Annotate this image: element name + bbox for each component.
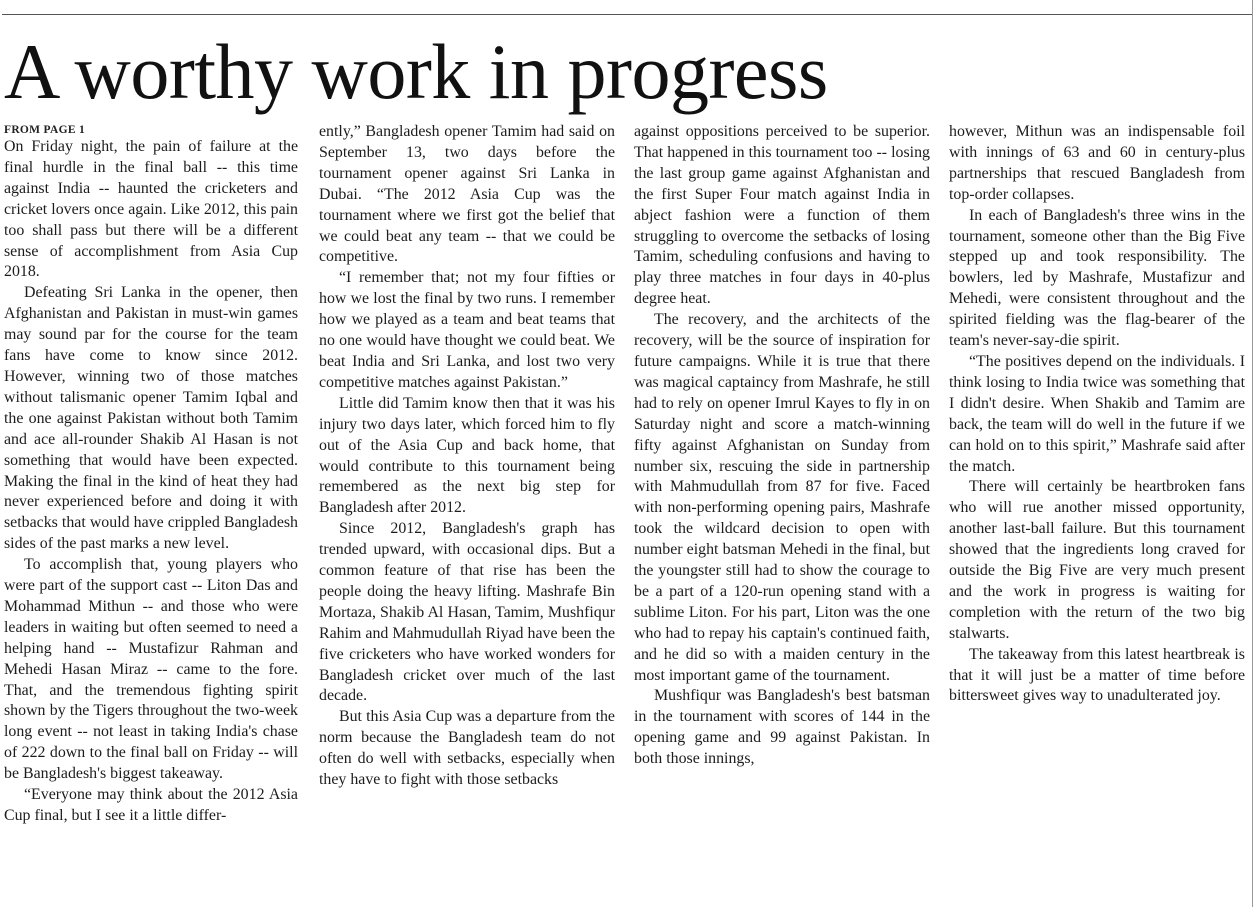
paragraph: Little did Tamim know then that it was his injury two days later, which forced him to fly out of the Asia Cup and back home, that would contribute to this tournament being remembered as the next big step for Bangladesh after 2012. bbox=[319, 394, 615, 517]
paragraph: On Friday night, the pain of failure at the final hurdle in the final ball -- this time against India -- haunted the cricketers and cricket lovers once again. Like 2012, this pain too shall pass but there will be a different sense of accomplishment from Asia Cup 2018. bbox=[4, 138, 298, 281]
paragraph: But this Asia Cup was a departure from the norm because the Bangladesh team do not often do well with setbacks, especially when they have to fight with those setbacks bbox=[319, 708, 615, 789]
paragraph: Defeating Sri Lanka in the opener, then Afghanistan and Pakistan in must-win games may sound par for the course for the team fans have come to know since 2012. However, winning two of those matches without talismanic opener Tamim Iqbal and the one against Pakistan without both Tamim and ace all-rounder Shakib Al Hasan is not something that would have been expected. Making the final in the kind of heat they had never experienced before and doing it with setbacks that would have crippled Bangladesh sides of the past marks a new level. bbox=[4, 284, 298, 553]
paragraph: ently,” Bangladesh opener Tamim had said on September 13, two days before the tournament opener against Sri Lanka in Dubai. “The 2012 Asia Cup was the tournament where we first got the belief that we could beat any team -- that we could be competitive. bbox=[319, 123, 615, 266]
paragraph: The recovery, and the architects of the recovery, will be the source of inspiration for future campaigns. While it is true that there was magical captaincy from Mashrafe, he still had to rely on opener Imrul Kayes to fly in on Saturday night and score a match-winning fifty against Afghanistan on Sunday from number six, rescuing the side in partnership with Mahmudullah from 87 for five. Faced with non-performing opening pairs, Mashrafe took the wildcard decision to open with number eight batsman Mehedi in the final, but the youngster still had to show the courage to be a part of a 120-run opening stand with a sublime Liton. For his part, Liton was the one who had to repay his captain's continued faith, and he did so with a maiden century in the most important game of the tournament. bbox=[634, 311, 930, 684]
paragraph: “I remember that; not my four fifties or how we lost the final by two runs. I remember how we played as a team and beat teams that no one would have thought we could beat. We beat India and Sri Lanka, and lost two very competitive matches against Pakistan.” bbox=[319, 269, 615, 391]
article-column-1 bbox=[4, 122, 298, 902]
paragraph: “The positives depend on the individuals. I think losing to India twice was something that I didn't desire. When Shakib and Tamim are back, the team will do well in the future if we can hold on to this spirit,” Mashrafe said after the match. bbox=[949, 352, 1245, 475]
paragraph: To accomplish that, young players who were part of the support cast -- Liton Das and Mohammad Mithun -- and those who were leaders in waiting but often seemed to need a helping hand -- Mustafizur Rahman and Mehedi Hasan Miraz -- came to the fore. That, and the tremendous fighting spirit shown by the Tigers throughout the two-week long event -- not least in taking India's chase of 222 down to the final ball on Friday -- will be Bangladesh's biggest takeaway. bbox=[4, 556, 298, 783]
top-rule bbox=[2, 14, 1252, 15]
paragraph: There will certainly be heartbroken fans who will rue another missed opportunity, another last-ball failure. But this tournament showed that the ingredients long craved for outside the Big Five are very much present and the work in progress is waiting for completion with the return of the two big stalwarts. bbox=[949, 478, 1245, 642]
kicker-from-page: FROM PAGE 1 bbox=[4, 124, 86, 136]
paragraph: “Everyone may think about the 2012 Asia Cup final, but I see it a little differ- bbox=[4, 786, 298, 824]
headline: A worthy work in progress bbox=[4, 28, 828, 115]
article-column-4 bbox=[949, 122, 1245, 902]
paragraph: Since 2012, Bangladesh's graph has trended upward, with occasional dips. But a common feature of that rise has been the people doing the heavy lifting. Mashrafe Bin Mortaza, Shakib Al Hasan, Tamim, Mushfiqur Rahim and Mahmudullah Riyad have been the five cricketers who have worked wonders for Bangladesh cricket over much of the last decade. bbox=[319, 520, 615, 705]
paragraph: Mushfiqur was Bangladesh's best batsman in the tournament with scores of 144 in the opening game and 99 against Pakistan. In both those innings, bbox=[634, 687, 930, 768]
article-column-3 bbox=[634, 122, 930, 902]
paragraph: In each of Bangladesh's three wins in the tournament, someone other than the Big Five stepped up and took responsibility. The bowlers, led by Mashrafe, Mustafizur and Mehedi, were consistent throughout and the spirited fielding was the flag-bearer of the team's never-say-die spirit. bbox=[949, 206, 1245, 350]
paragraph: The takeaway from this latest heartbreak is that it will just be a matter of time before bittersweet gives way to unadulterated joy. bbox=[949, 645, 1245, 705]
article-column-2 bbox=[319, 122, 615, 902]
right-edge-rule bbox=[1252, 0, 1253, 907]
paragraph: against oppositions perceived to be superior. That happened in this tournament too -- losing the last group game against Afghanistan and the first Super Four match against India in abject fashion were a function of them struggling to overcome the setbacks of losing Tamim, scheduling confusions and having to play three matches in four days in 40-plus degree heat. bbox=[634, 123, 930, 308]
paragraph: however, Mithun was an indispensable foil with innings of 63 and 60 in century-plus partnerships that rescued Bangladesh from top-order collapses. bbox=[949, 123, 1245, 203]
